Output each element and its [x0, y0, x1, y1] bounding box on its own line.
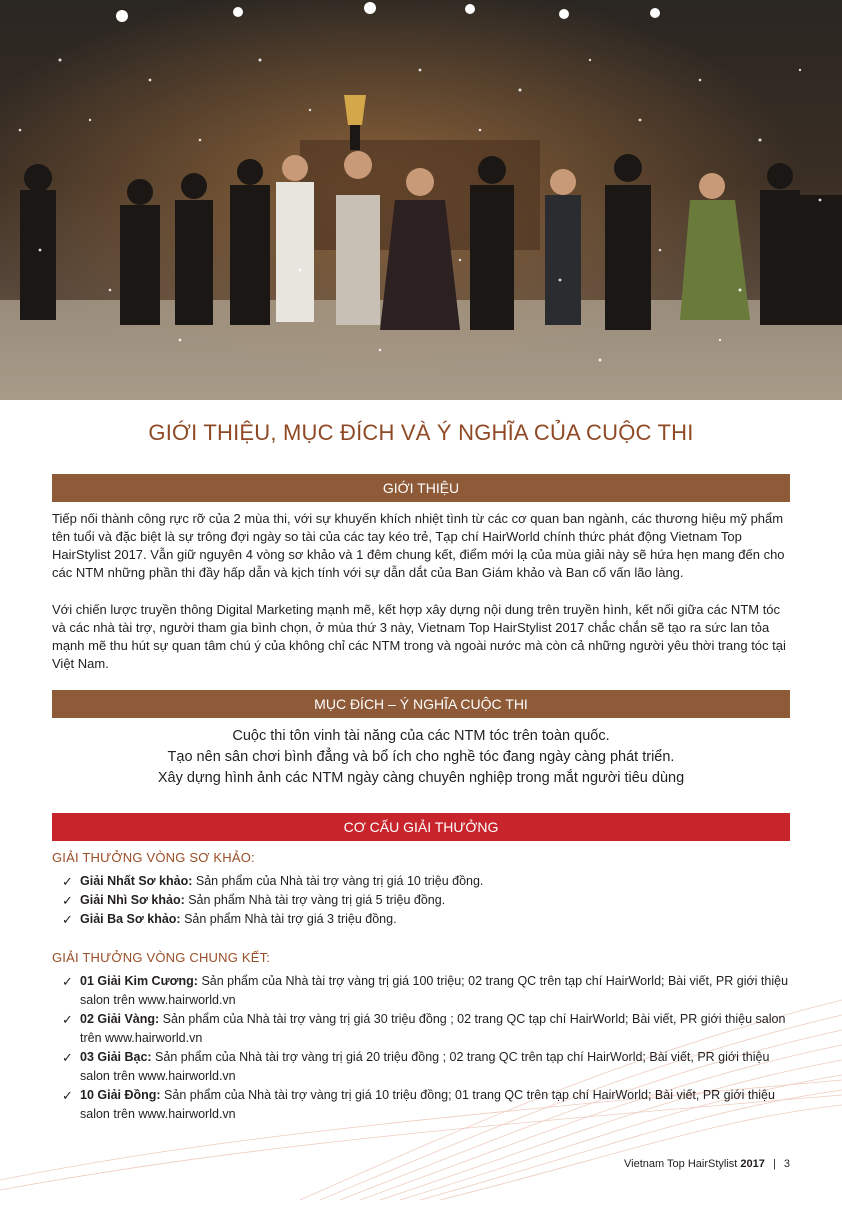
stage-award-scene	[0, 0, 842, 400]
intro-section-header: GIỚI THIỆU	[52, 474, 790, 502]
final-prizes-title: GIẢI THƯỞNG VÒNG CHUNG KẾT:	[52, 950, 271, 965]
prizes-section-header: CƠ CẤU GIẢI THƯỞNG	[52, 813, 790, 841]
intro-paragraph-2: Với chiến lược truyền thông Digital Marketing mạnh mẽ, kết hợp xây dựng nội dung trên truyền hình, kết nối giữa các NTM tóc và các nhà tài trợ, người tham gia bình chọn, ở mùa thứ 3 này, Vietnam Top HairStylist 2017 chắc chắn sẽ tạo ra sức lan tỏa mạnh mẽ thu hút sự quan tâm chú ý của không chỉ các NTM trong và ngoài nước mà còn cả những người yêu thời trang tóc tại Việt Nam.	[52, 602, 786, 671]
list-item	[62, 910, 792, 929]
list-item	[62, 972, 792, 1010]
purpose-line-3: Xây dựng hình ảnh các NTM ngày càng chuyên nghiệp trong mắt người tiêu dùng	[157, 770, 685, 786]
prize-name: Giải Ba Sơ khảo:	[80, 912, 181, 926]
prize-name: Giải Nhất Sơ khảo:	[80, 874, 193, 888]
publication-year: 2017	[740, 1158, 765, 1170]
list-item	[62, 1048, 792, 1086]
list-item	[62, 1086, 792, 1124]
publication-name: Vietnam Top HairStylist	[624, 1158, 738, 1170]
check-icon: ✓	[62, 874, 73, 889]
page-footer	[624, 1158, 790, 1170]
check-icon: ✓	[62, 893, 73, 908]
prize-desc: Sản phẩm Nhà tài trợ vàng trị giá 5 triệu đồng.	[184, 893, 446, 907]
prize-desc: Sản phẩm của Nhà tài trợ vàng trị giá 20 triệu đồng ; 02 trang QC trên tạp chí HairWorld; Bài viết, PR giới thiệu salon trên www.hairworld.vn	[80, 1050, 770, 1083]
list-item	[62, 891, 792, 910]
check-icon: ✓	[62, 1050, 73, 1065]
prize-name: Giải Nhì Sơ khảo:	[80, 893, 185, 907]
purpose-line-2: Tạo nên sân chơi bình đẳng và bổ ích cho nghề tóc đang ngày càng phát triển.	[167, 749, 675, 765]
prize-name: 10 Giải Đồng:	[80, 1088, 161, 1102]
purpose-section-header: MỤC ĐÍCH – Ý NGHĨA CUỘC THI	[52, 690, 790, 718]
check-icon: ✓	[62, 1012, 73, 1027]
prize-name: 01 Giải Kim Cương:	[80, 974, 198, 988]
check-icon: ✓	[62, 974, 73, 989]
prize-desc: Sản phẩm Nhà tài trợ giá 3 triệu đồng.	[180, 912, 397, 926]
intro-paragraph-1: Tiếp nối thành công rực rỡ của 2 mùa thi, với sự khuyến khích nhiệt tình từ các cơ quan ban ngành, các thương hiệu mỹ phẩm tên tuổi và đặc biệt là sự trông đợi ngày so tài của các tay kéo trẻ, Tạp chí HairWorld chính thức phát động Vietnam Top HairStylist 2017. Vẫn giữ nguyên 4 vòng sơ khảo và 1 đêm chung kết, điểm mới lạ của mùa giải này sẽ hứa hẹn mang đến cho các NTM những phần thi đầy hấp dẫn và kịch tính với sự dẫn dắt của Ban Giám khảo và Ban cố vấn lão làng.	[52, 511, 785, 580]
page-number: 3	[783, 1158, 790, 1170]
page-title: GIỚI THIỆU, MỤC ĐÍCH VÀ Ý NGHĨA CỦA CUỘC THI	[148, 420, 694, 445]
check-icon: ✓	[62, 912, 73, 927]
list-item	[62, 1010, 792, 1048]
hero-photo	[0, 0, 842, 400]
prize-desc: Sản phẩm của Nhà tài trợ vàng trị giá 10 triệu đồng.	[192, 874, 484, 888]
purpose-lines	[52, 726, 790, 789]
preliminary-prizes-title: GIẢI THƯỞNG VÒNG SƠ KHẢO:	[52, 850, 255, 865]
purpose-line-1: Cuộc thi tôn vinh tài năng của các NTM tóc trên toàn quốc.	[232, 728, 610, 744]
prize-name: 03 Giải Bạc:	[80, 1050, 152, 1064]
list-item	[62, 872, 792, 891]
footer-separator: |	[772, 1158, 776, 1170]
prize-name: 02 Giải Vàng:	[80, 1012, 160, 1026]
check-icon: ✓	[62, 1088, 73, 1103]
final-prizes-list	[62, 972, 792, 1124]
preliminary-prizes-list	[62, 872, 792, 929]
prize-desc: Sản phẩm của Nhà tài trợ vàng trị giá 30 triệu đồng ; 02 trang QC tạp chí HairWorld; Bài viết, PR giới thiệu salon trên www.hairworld.vn	[80, 1012, 786, 1045]
prize-desc: Sản phẩm của Nhà tài trợ vàng trị giá 10 triệu đồng; 01 trang QC trên tạp chí HairWorld; Bài viết, PR giới thiệu salon trên www.hairworld.vn	[80, 1088, 775, 1121]
prize-desc: Sản phẩm của Nhà tài trợ vàng trị giá 100 triệu; 02 trang QC trên tạp chí HairWorld; Bài viết, PR giới thiệu salon trên www.hairworld.vn	[80, 974, 789, 1007]
